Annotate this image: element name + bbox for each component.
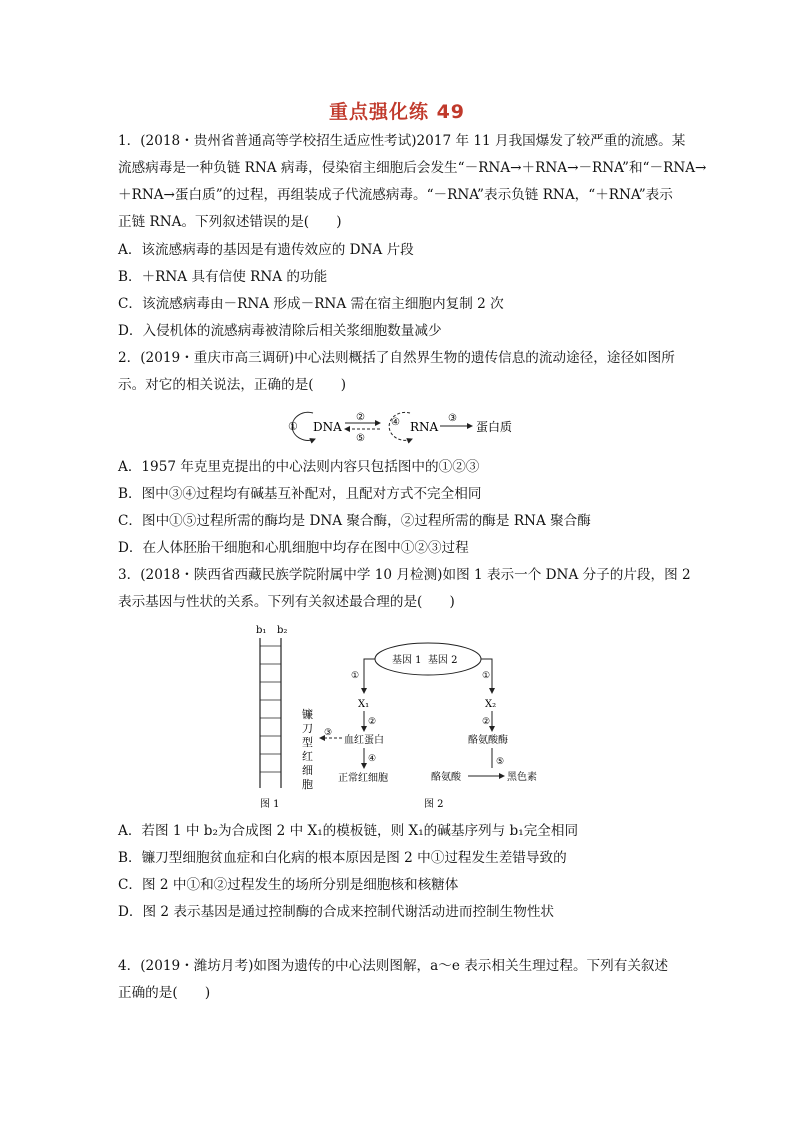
svg-text:刀: 刀 [302, 722, 313, 735]
x2-label: X₂ [485, 699, 497, 710]
svg-text:镰: 镰 [302, 708, 313, 721]
dna-loop-number-1: ① [288, 420, 298, 433]
q2-option-a: A．1957 年克里克提出的中心法则内容只包括图中的①②③ [118, 459, 480, 475]
step-1-right-number: ① [482, 671, 491, 681]
q1-stem-line-4: 正链 RNA。下列叙述错误的是( ) [118, 214, 342, 230]
q1-stem-line-3: ＋RNA→蛋白质”的过程，再组装成子代流感病毒。“－RNA”表示负链 RNA，“＋RNA”表示 [118, 187, 673, 203]
genes-label: 基因 1 基因 2 [392, 655, 458, 666]
strand-b2-label: b₂ [277, 625, 288, 636]
base-pair-rungs [260, 646, 281, 772]
rna-label: RNA [410, 420, 439, 434]
figure-1-caption: 图 1 [260, 799, 280, 810]
dna-label: DNA [313, 420, 342, 434]
sickle-cell-label [302, 707, 313, 791]
q1-option-b: B．＋RNA 具有信使 RNA 的功能 [118, 269, 328, 285]
q1-option-d: D．入侵机体的流感病毒被清除后相关浆细胞数量减少 [118, 323, 442, 339]
transcription-number-2: ② [356, 412, 365, 423]
q3-stem-line-1: 3．(2018・陕西省西藏民族学院附属中学 10 月检测)如图 1 表示一个 DNA 分子的片段，图 2 [118, 567, 691, 583]
figure-2-gene-trait-diagram [300, 636, 540, 812]
tyrosine-label: 酪氨酸 [431, 772, 461, 783]
melanin-label: 黑色素 [507, 772, 537, 783]
hemoglobin-label: 血红蛋白 [344, 735, 384, 746]
q4-stem-line-1: 4．(2019・潍坊月考)如图为遗传的中心法则图解，a～e 表示相关生理过程。下列有关叙述 [118, 958, 669, 974]
svg-text:红: 红 [302, 750, 313, 763]
rna-loop-number-4: ④ [391, 417, 400, 428]
central-dogma-diagram [280, 405, 530, 449]
gene1-to-x1-arrow [364, 659, 375, 693]
strand-b1-label: b₁ [256, 625, 267, 636]
svg-text:胞: 胞 [302, 778, 313, 791]
figure-2-caption: 图 2 [424, 799, 444, 810]
translation-number-3: ③ [448, 413, 457, 424]
protein-label: 蛋白质 [476, 420, 513, 434]
step-2-left-number: ② [368, 717, 377, 727]
q2-option-d: D．在人体胚胎干细胞和心肌细胞中均存在图中①②③过程 [118, 540, 469, 556]
q1-option-c: C．该流感病毒由－RNA 形成－RNA 需在宿主细胞内复制 2 次 [118, 296, 504, 312]
x1-label: X₁ [358, 699, 370, 710]
svg-text:细: 细 [302, 764, 313, 777]
figure-1-dna-ladder [246, 622, 296, 812]
normal-rbc-label: 正常红细胞 [338, 773, 388, 784]
q2-option-b: B．图中③④过程均有碱基互补配对，且配对方式不完全相同 [118, 486, 482, 502]
page-title: 重点强化练 49 [328, 101, 466, 123]
step-2-right-number: ② [482, 717, 491, 727]
step-3-number: ③ [324, 728, 333, 738]
svg-text:型: 型 [302, 736, 313, 749]
q3-option-d: D．图 2 表示基因是通过控制酶的合成来控制代谢活动进而控制生物性状 [118, 904, 554, 920]
step-1-left-number: ① [351, 671, 360, 681]
step-4-number: ④ [368, 754, 377, 764]
q1-option-a: A．该流感病毒的基因是有遗传效应的 DNA 片段 [118, 242, 414, 258]
q3-option-a: A．若图 1 中 b₂为合成图 2 中 X₁的模板链，则 X₁的碱基序列与 b₁完全相同 [118, 823, 579, 839]
q4-stem-line-2: 正确的是( ) [118, 985, 211, 1001]
q3-option-c: C．图 2 中①和②过程发生的场所分别是细胞核和核糖体 [118, 877, 459, 893]
q1-stem-line-2: 流感病毒是一种负链 RNA 病毒，侵染宿主细胞后会发生“－RNA→＋RNA→－RNA”和“－RNA→ [118, 160, 707, 176]
tyrosinase-label: 酪氨酸酶 [468, 735, 508, 746]
q2-stem-line-1: 2．(2019・重庆市高三调研)中心法则概括了自然界生物的遗传信息的流动途径，途径如图所 [118, 350, 675, 366]
q3-stem-line-2: 表示基因与性状的关系。下列有关叙述最合理的是( ) [118, 594, 455, 610]
q3-option-b: B．镰刀型细胞贫血症和白化病的根本原因是图 2 中①过程发生差错导致的 [118, 850, 567, 866]
q2-stem-line-2: 示。对它的相关说法，正确的是( ) [118, 377, 347, 393]
q1-stem-line-1: 1．(2018・贵州省普通高等学校招生适应性考试)2017 年 11 月我国爆发了较严重的流感。某 [118, 133, 686, 149]
q2-option-c: C．图中①⑤过程所需的酶均是 DNA 聚合酶，②过程所需的酶是 RNA 聚合酶 [118, 513, 591, 529]
step-5-number: ⑤ [496, 757, 505, 767]
reverse-transcription-number-5: ⑤ [356, 433, 365, 444]
